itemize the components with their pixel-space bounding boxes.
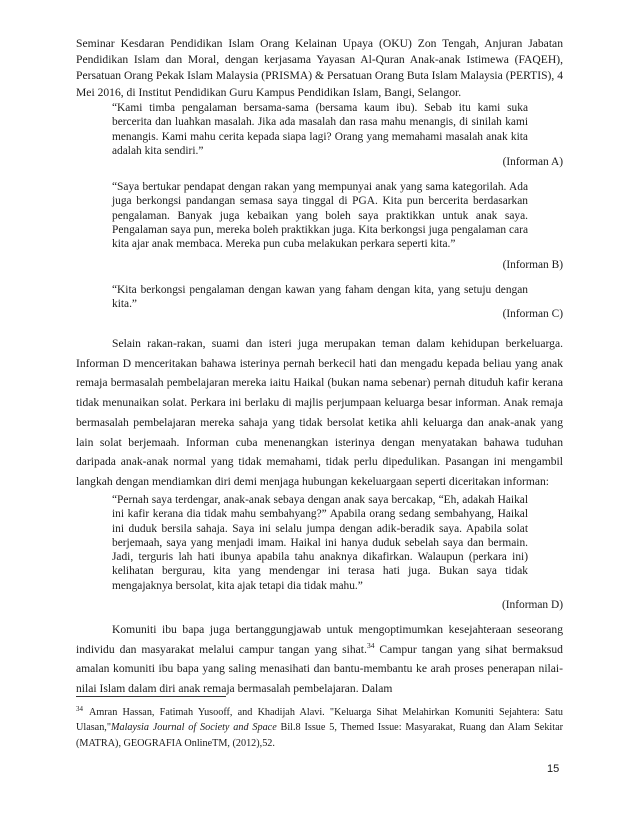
footnote	[76, 705, 563, 751]
page-number: 15	[547, 763, 560, 775]
footnote-reference[interactable]: 34	[366, 640, 375, 650]
seminar-header: Seminar Kesdaran Pendidikan Islam Orang Kelainan Upaya (OKU) Zon Tengah, Anjuran Jabatan Pendidikan Islam dan Moral, dengan kerjasama Yayasan Al-Quran Anak-anak Istimewa (FAQEH), Persatuan Orang Pekak Islam Malaysia (PRISMA) & Persatuan Orang Buta Islam Malaysia (PERTIS), 4 Mei 2016, di Institut Pendidikan Guru Kampus Pendidikan Islam, Bangi, Selangor.	[76, 37, 563, 99]
paragraph-2-text-start: Komuniti ibu bapa juga bertanggungjawab untuk mengoptimumkan kesejahteraan seseorang individu dan masyarakat melalui campur tangan yang sihat.	[76, 623, 563, 656]
footnote-rest: Bil.8 Issue 5, Themed Issue: Masyarakat, Ruang dan Alam Sekitar (MATRA), GEOGRAFIA OnlineTM, (2012),52.	[76, 722, 563, 749]
quote-informant-a: “Kami timba pengalaman bersama-sama (bersama kaum ibu). Sebab itu kami suka bercerita dan luahkan masalah. Jika ada masalah dan rasa mahu menangis, di sinilah kami menangis. Kami mahu cerita kepada siapa lagi? Orang yang memahami masalah anak kita adalah kita sendiri.”	[112, 102, 528, 157]
quote-informant-b: “Saya bertukar pendapat dengan rakan yang mempunyai anak yang sama kategorilah. Ada juga berkongsi pandangan semasa saya tinggal di PGA. Kita pun bercerita berdasarkan pengalaman. Banyak juga kebaikan yang boleh saya praktikkan untuk anak saya. Pengalaman saya pun, mereka boleh praktikkan juga. Kita berkongsi juga pengalaman cara kita ajar anak membaca. Mereka pun cuba melakukan perkara seperti kita.”	[112, 181, 528, 251]
body-paragraph-2	[76, 620, 563, 699]
informant-b-label: (Informan B)	[502, 259, 563, 271]
informant-d-label: (Informan D)	[501, 599, 563, 611]
quote-informant-d: “Pernah saya terdengar, anak-anak sebaya dengan anak saya bercakap, “Eh, adakah Haikal ini kafir kerana dia tidak mahu sembahyang?” Apabila orang sedang sembahyang, Haikal ini duduk bersila sahaja. Saya ini selalu jumpa dengan adik-beradik saya. Apabila solat berjemaah, saya yang menjadi imam. Haikal ini hanya duduk sebelah saya dan bermain. Jadi, terguris lah hati ibunya apabila tahu anaknya dikafirkan. Walaupun (perkara ini) kelihatan bergurau, kita yang mendengar ini terasa hati juga. Bukan saya tidak mengajaknya bersolat, kita ajak tetapi dia tidak mahu.”	[112, 494, 528, 592]
paragraph-2-text-end: Campur tangan yang sihat bermaksud amalan komuniti ibu bapa yang saling menasihati dan bantu-membantu ke arah proses penerapan nilai-nilai Islam dalam diri anak remaja bermasalah pembelajaran. Dalam	[76, 642, 563, 696]
informant-c-label: (Informan C)	[502, 308, 563, 320]
paragraph-1-text: Selain rakan-rakan, suami dan isteri juga merupakan teman dalam kehidupan berkeluarga. Informan D menceritakan bahawa isterinya pernah berkecil hati dan mengadu kepada beliau yang anak remaja bermasalah pembelajaran mereka iaitu Haikal (bukan nama sebenar) pernah dituduh kafir kerana tidak menunaikan solat. Perkara ini berlaku di majlis perjumpaan keluarga besar informan. Anak remaja bermasalah pembelajaran mereka sahaja yang tidak bersolat ketika ahli keluarga dan anak-anak yang lain solat berjemaah. Informan cuba menenangkan isterinya dengan menyatakan bahawa tuduhan daripada anak-anak normal yang tidak memahami, tidak perlu dipedulikan. Pasangan ini mengambil langkah dengan mendiamkan diri demi menjaga hubungan kekeluargaan seperti diceritakan informan:	[76, 337, 563, 488]
footnote-divider	[76, 696, 226, 697]
body-paragraph-1	[76, 334, 563, 492]
footnote-number: 34	[76, 704, 83, 713]
footnote-authors: Amran Hassan, Fatimah Yusooff, and Khadijah Alavi. "Keluarga Sihat Melahirkan Komuniti Sejahtera: Satu Ulasan,"	[76, 707, 563, 734]
informant-a-label: (Informan A)	[502, 156, 563, 168]
footnote-journal: Malaysia Journal of Society and Space	[111, 722, 277, 734]
quote-informant-c: “Kita berkongsi pengalaman dengan kawan yang faham dengan kita, yang setuju dengan kita.”	[112, 284, 528, 311]
